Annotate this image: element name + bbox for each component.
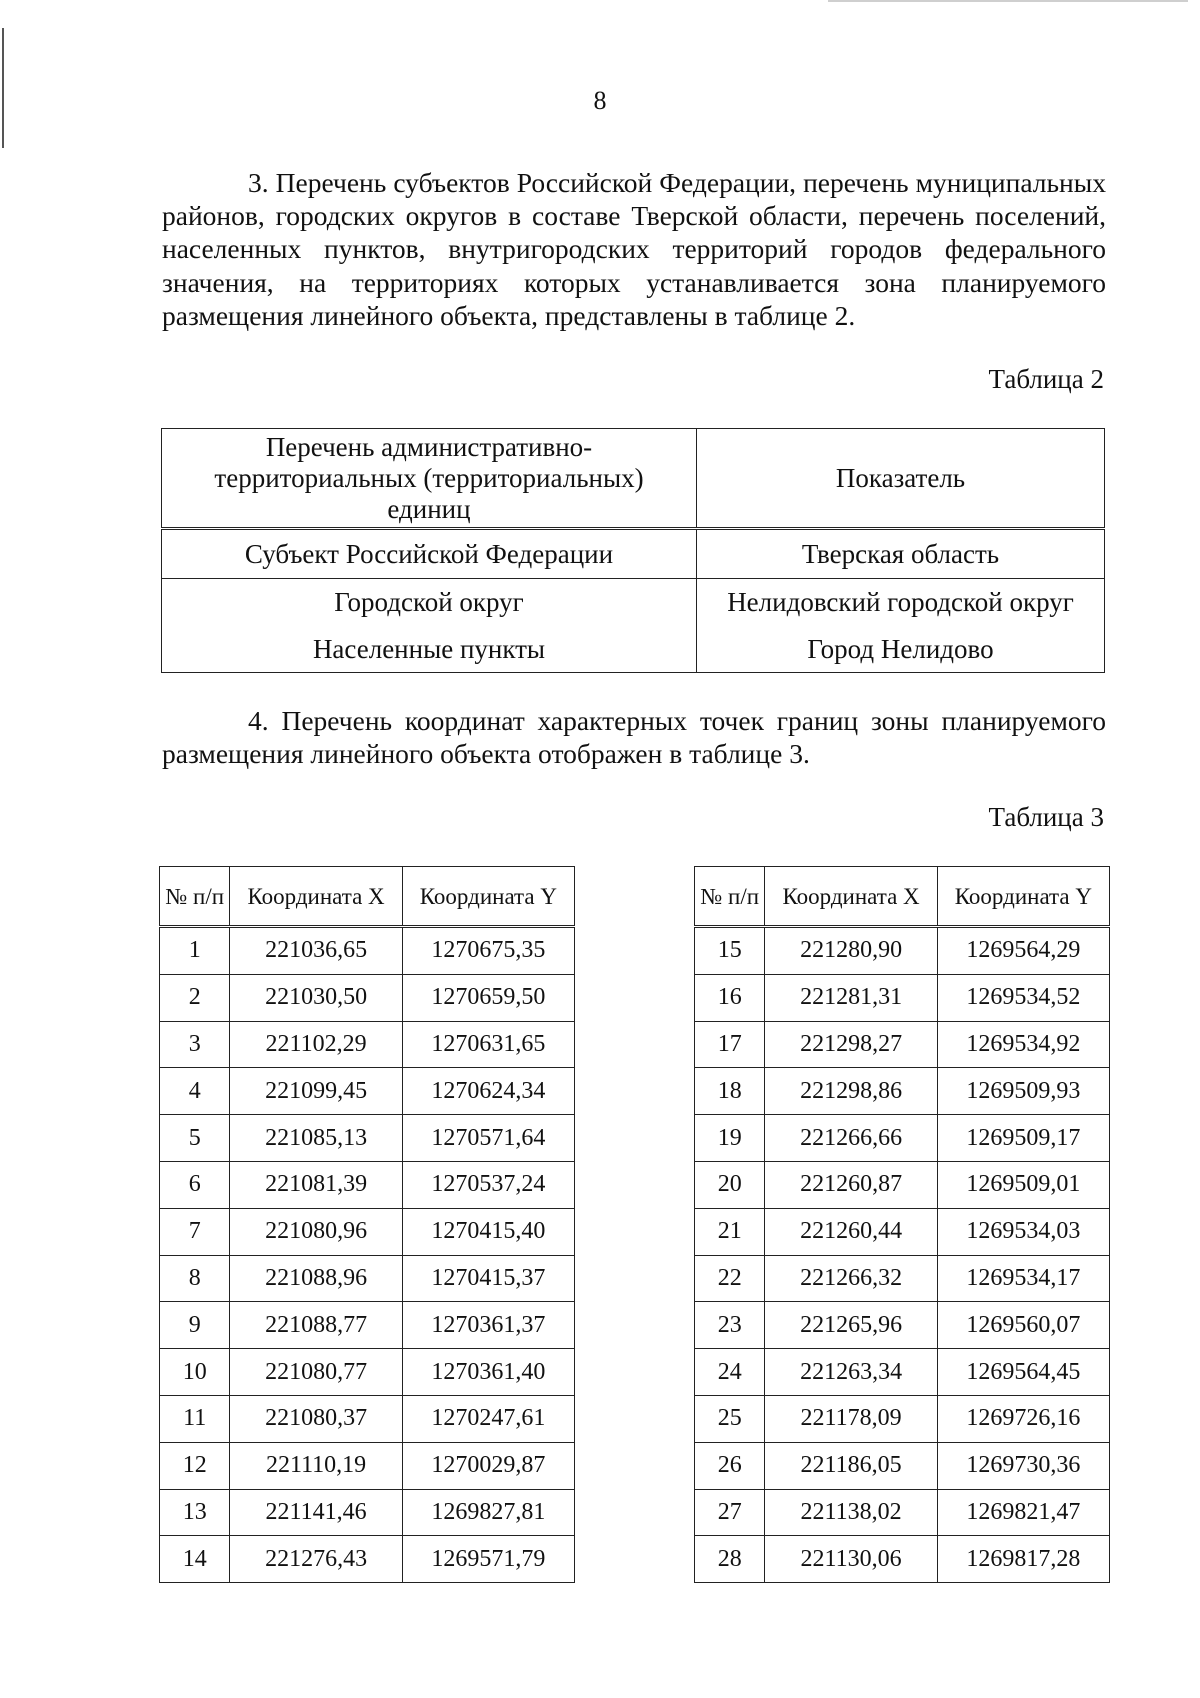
table-2-cell: Нелидовский городской округ — [697, 579, 1105, 627]
table-2-cell: Город Нелидово — [697, 626, 1105, 673]
coordinate-y-cell: 1269534,03 — [937, 1208, 1109, 1255]
coordinate-y-cell: 1270415,37 — [402, 1255, 574, 1302]
header-number: № п/п — [160, 867, 230, 927]
table-row — [160, 1208, 575, 1255]
coordinate-y-cell: 1269560,07 — [937, 1302, 1109, 1349]
point-number-cell: 3 — [160, 1021, 230, 1068]
table-2-cell: Городской округ — [162, 579, 697, 627]
coordinate-y-cell: 1269571,79 — [402, 1536, 574, 1583]
coordinate-x-cell: 221281,31 — [765, 974, 937, 1021]
table-2-header-indicator: Показатель — [697, 429, 1105, 529]
table-row — [160, 927, 575, 975]
point-number-cell: 7 — [160, 1208, 230, 1255]
table-3-right-header-row — [695, 867, 1110, 927]
coordinate-x-cell: 221280,90 — [765, 927, 937, 975]
table-row — [160, 1115, 575, 1162]
coordinate-x-cell: 221110,19 — [230, 1442, 402, 1489]
point-number-cell: 1 — [160, 927, 230, 975]
coordinate-y-cell: 1269509,17 — [937, 1115, 1109, 1162]
coordinate-y-cell: 1270537,24 — [402, 1161, 574, 1208]
coordinate-y-cell: 1270624,34 — [402, 1068, 574, 1115]
coordinate-x-cell: 221102,29 — [230, 1021, 402, 1068]
coordinate-y-cell: 1269564,45 — [937, 1349, 1109, 1396]
coordinate-x-cell: 221080,77 — [230, 1349, 402, 1396]
section-3-text: Перечень субъектов Российской Федерации, перечень муниципальных районов, городских округов в составе Тверской области, перечень поселений, населенных пунктов, внутригородских территорий городов федерального значения, на территориях которых устанавливается зона планируемого размещения линейного объекта, представлены в таблице 2. — [162, 167, 1107, 331]
point-number-cell: 13 — [160, 1489, 230, 1536]
coordinate-x-cell: 221085,13 — [230, 1115, 402, 1162]
point-number-cell: 27 — [695, 1489, 765, 1536]
table-3-left-header-row — [160, 867, 575, 927]
coordinate-y-cell: 1270361,37 — [402, 1302, 574, 1349]
header-number: № п/п — [695, 867, 765, 927]
coordinate-x-cell: 221138,02 — [765, 1489, 937, 1536]
table-row — [160, 1489, 575, 1536]
point-number-cell: 2 — [160, 974, 230, 1021]
point-number-cell: 9 — [160, 1302, 230, 1349]
coordinate-x-cell: 221298,86 — [765, 1068, 937, 1115]
table-3-left — [159, 866, 575, 1583]
table-row — [160, 974, 575, 1021]
table-row — [162, 529, 1105, 579]
table-row — [160, 1442, 575, 1489]
table-row — [695, 1068, 1110, 1115]
table-row — [160, 1021, 575, 1068]
table-row — [160, 1349, 575, 1396]
table-row — [160, 1395, 575, 1442]
coordinate-x-cell: 221260,87 — [765, 1161, 937, 1208]
point-number-cell: 8 — [160, 1255, 230, 1302]
coordinate-x-cell: 221263,34 — [765, 1349, 937, 1396]
coordinate-x-cell: 221036,65 — [230, 927, 402, 975]
point-number-cell: 5 — [160, 1115, 230, 1162]
table-row — [695, 1255, 1110, 1302]
table-row — [695, 1536, 1110, 1583]
table-row — [160, 1255, 575, 1302]
table-row — [160, 1068, 575, 1115]
coordinate-y-cell: 1270631,65 — [402, 1021, 574, 1068]
coordinate-y-cell: 1269817,28 — [937, 1536, 1109, 1583]
header-coordinate-x: Координата X — [765, 867, 937, 927]
coordinate-x-cell: 221130,06 — [765, 1536, 937, 1583]
coordinate-y-cell: 1270571,64 — [402, 1115, 574, 1162]
table-2-header-row — [162, 429, 1105, 529]
table-row — [162, 579, 1105, 627]
point-number-cell: 24 — [695, 1349, 765, 1396]
table-row — [160, 1536, 575, 1583]
coordinate-x-cell: 221030,50 — [230, 974, 402, 1021]
point-number-cell: 11 — [160, 1395, 230, 1442]
point-number-cell: 22 — [695, 1255, 765, 1302]
coordinate-y-cell: 1269827,81 — [402, 1489, 574, 1536]
table-row — [695, 1442, 1110, 1489]
point-number-cell: 4 — [160, 1068, 230, 1115]
coordinate-y-cell: 1270247,61 — [402, 1395, 574, 1442]
coordinate-y-cell: 1270659,50 — [402, 974, 574, 1021]
point-number-cell: 26 — [695, 1442, 765, 1489]
coordinate-y-cell: 1269534,92 — [937, 1021, 1109, 1068]
point-number-cell: 15 — [695, 927, 765, 975]
table-3-caption: Таблица 3 — [988, 802, 1104, 832]
header-coordinate-y: Координата Y — [402, 867, 574, 927]
coordinate-x-cell: 221088,96 — [230, 1255, 402, 1302]
table-row — [695, 1021, 1110, 1068]
coordinate-x-cell: 221266,66 — [765, 1115, 937, 1162]
point-number-cell: 17 — [695, 1021, 765, 1068]
coordinate-x-cell: 221178,09 — [765, 1395, 937, 1442]
coordinate-y-cell: 1269726,16 — [937, 1395, 1109, 1442]
coordinate-y-cell: 1269821,47 — [937, 1489, 1109, 1536]
table-2-header-units: Перечень административно-территориальных (территориальных) единиц — [162, 429, 697, 529]
table-row — [695, 1349, 1110, 1396]
point-number-cell: 12 — [160, 1442, 230, 1489]
header-coordinate-x: Координата X — [230, 867, 402, 927]
table-2 — [161, 428, 1105, 673]
coordinate-x-cell: 221186,05 — [765, 1442, 937, 1489]
coordinate-x-cell: 221141,46 — [230, 1489, 402, 1536]
table-row — [695, 1302, 1110, 1349]
table-row — [695, 927, 1110, 975]
page-number: 8 — [593, 86, 607, 115]
coordinate-y-cell: 1269509,01 — [937, 1161, 1109, 1208]
coordinate-x-cell: 221298,27 — [765, 1021, 937, 1068]
point-number-cell: 25 — [695, 1395, 765, 1442]
coordinate-y-cell: 1270361,40 — [402, 1349, 574, 1396]
table-row — [160, 1161, 575, 1208]
point-number-cell: 18 — [695, 1068, 765, 1115]
section-3-number: 3. — [248, 167, 269, 198]
table-row — [695, 974, 1110, 1021]
table-3-right — [694, 866, 1110, 1583]
coordinate-y-cell: 1270029,87 — [402, 1442, 574, 1489]
table-row — [695, 1161, 1110, 1208]
coordinate-x-cell: 221276,43 — [230, 1536, 402, 1583]
point-number-cell: 21 — [695, 1208, 765, 1255]
coordinate-x-cell: 221080,37 — [230, 1395, 402, 1442]
point-number-cell: 6 — [160, 1161, 230, 1208]
coordinate-y-cell: 1270415,40 — [402, 1208, 574, 1255]
table-2-cell: Тверская область — [697, 529, 1105, 579]
scan-edge-top — [828, 0, 1188, 2]
table-2-cell: Субъект Российской Федерации — [162, 529, 697, 579]
section-4-number: 4. — [248, 705, 269, 736]
point-number-cell: 16 — [695, 974, 765, 1021]
coordinate-y-cell: 1269509,93 — [937, 1068, 1109, 1115]
coordinate-y-cell: 1269534,52 — [937, 974, 1109, 1021]
table-row — [695, 1489, 1110, 1536]
coordinate-y-cell: 1269730,36 — [937, 1442, 1109, 1489]
table-row — [695, 1115, 1110, 1162]
coordinate-y-cell: 1269534,17 — [937, 1255, 1109, 1302]
table-row — [695, 1395, 1110, 1442]
table-2-caption: Таблица 2 — [988, 364, 1104, 394]
section-3-paragraph — [162, 166, 1106, 332]
coordinate-x-cell: 221080,96 — [230, 1208, 402, 1255]
table-row — [695, 1208, 1110, 1255]
section-4-paragraph — [162, 704, 1106, 770]
header-coordinate-y: Координата Y — [937, 867, 1109, 927]
point-number-cell: 23 — [695, 1302, 765, 1349]
point-number-cell: 10 — [160, 1349, 230, 1396]
coordinate-x-cell: 221266,32 — [765, 1255, 937, 1302]
table-row — [160, 1302, 575, 1349]
table-2-cell: Населенные пункты — [162, 626, 697, 673]
coordinate-x-cell: 221099,45 — [230, 1068, 402, 1115]
coordinate-x-cell: 221081,39 — [230, 1161, 402, 1208]
coordinate-x-cell: 221088,77 — [230, 1302, 402, 1349]
point-number-cell: 14 — [160, 1536, 230, 1583]
coordinate-x-cell: 221265,96 — [765, 1302, 937, 1349]
point-number-cell: 28 — [695, 1536, 765, 1583]
table-row — [162, 626, 1105, 673]
coordinate-y-cell: 1269564,29 — [937, 927, 1109, 975]
coordinate-x-cell: 221260,44 — [765, 1208, 937, 1255]
coordinate-y-cell: 1270675,35 — [402, 927, 574, 975]
point-number-cell: 20 — [695, 1161, 765, 1208]
point-number-cell: 19 — [695, 1115, 765, 1162]
section-4-text: Перечень координат характерных точек границ зоны планируемого размещения линейного объекта отображен в таблице 3. — [162, 705, 1107, 770]
